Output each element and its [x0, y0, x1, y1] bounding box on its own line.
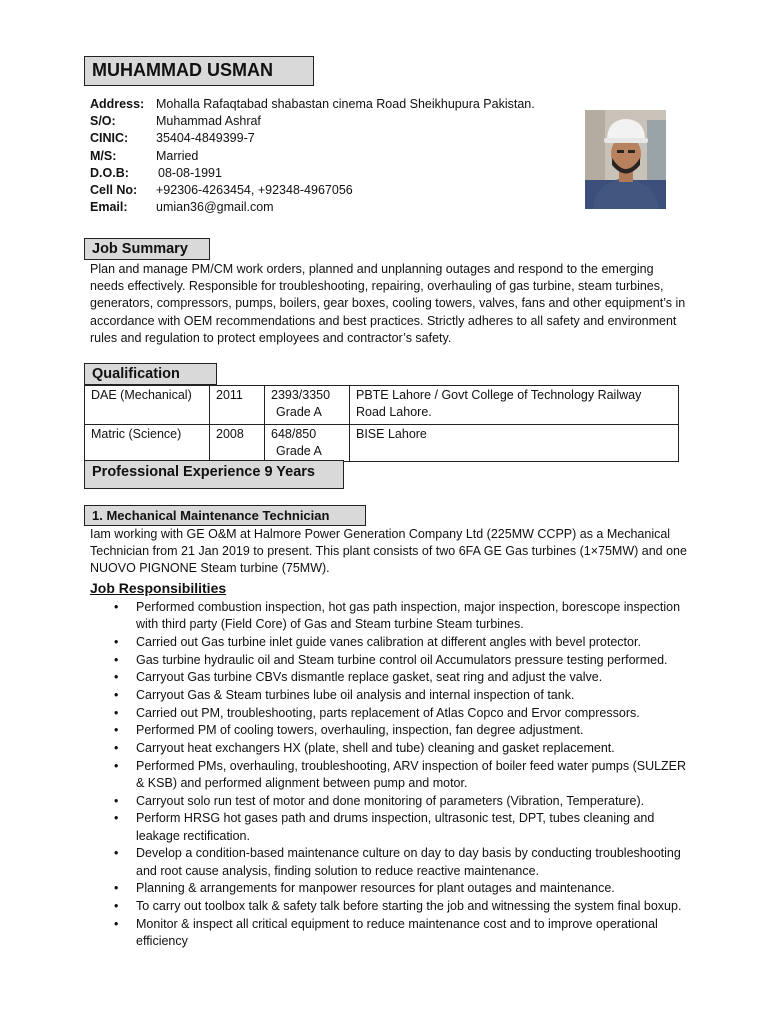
- list-item: • Carryout heat exchangers HX (plate, shell and tube) cleaning and gasket replacement.: [112, 740, 697, 757]
- degree-cell: DAE (Mechanical): [85, 386, 210, 425]
- list-item: • Monitor & inspect all critical equipment to reduce maintenance cost and to improve operational efficiency: [112, 916, 697, 950]
- info-value: Muhammad Ashraf: [156, 114, 261, 129]
- job-title-heading: 1. Mechanical Maintenance Technician: [84, 505, 366, 526]
- info-row-address: [90, 96, 535, 113]
- profile-photo: [585, 110, 666, 209]
- marks: 648/850: [271, 427, 317, 441]
- responsibilities-list: [112, 599, 697, 951]
- personal-info: [90, 96, 535, 216]
- table-row: [85, 386, 679, 425]
- list-item: • Perform HRSG hot gases path and drums inspection, ultrasonic test, DPT, tubes cleaning and leakage rectification.: [112, 810, 697, 844]
- job-summary-heading: Job Summary: [84, 238, 210, 260]
- info-row-email: [90, 199, 535, 216]
- info-label: D.O.B:: [90, 165, 129, 180]
- list-item: • Performed combustion inspection, hot gas path inspection, major inspection, borescope inspection with third party (Field Core) of Gas and Steam turbine Steam turbines.: [112, 599, 697, 633]
- institute-cell: PBTE Lahore / Govt College of Technology Railway Road Lahore.: [350, 386, 679, 425]
- info-value: Married: [156, 148, 199, 163]
- list-item: • Carryout Gas & Steam turbines lube oil analysis and internal inspection of tank.: [112, 687, 697, 704]
- job-summary-text: Plan and manage PM/CM work orders, planned and unplanning outages and respond to the emerging needs effectively. Responsible for troubleshooting, repairing, overhauling of gas turbine, steam turbines, generators, compressors, pumps, boilers, gear boxes, cooling towers, valves, fans and other equipment’s in accordance with OEM recommendations and best practices. Strictly adheres to all safety and environment rules and regulation to protect employees and contractor’s safety.: [90, 262, 686, 345]
- list-item: • Develop a condition-based maintenance culture on day to day basis by conducting troubleshooting and root cause analysis, finding solution to reduce reactive maintenance.: [112, 845, 697, 879]
- institute-cell: BISE Lahore: [350, 425, 679, 462]
- info-label: Cell No:: [90, 183, 138, 198]
- info-value: 08-08-1991: [158, 165, 222, 180]
- experience-heading: Professional Experience 9 Years: [84, 460, 344, 489]
- list-item: • Performed PMs, overhauling, troubleshooting, ARV inspection of boiler feed water pumps (SULZER & KSB) and performed alignment between pump and motor.: [112, 758, 697, 792]
- info-value: Mohalla Rafaqtabad shabastan cinema Road Sheikhupura Pakistan.: [156, 97, 535, 111]
- info-row-cell: [90, 182, 535, 199]
- info-value: 35404-4849399-7: [156, 131, 255, 146]
- info-row-marital: [90, 148, 535, 165]
- info-value: +92306-4263454, +92348-4967056: [156, 183, 353, 198]
- year-cell: 2011: [210, 386, 265, 425]
- info-row-cnic: [90, 130, 535, 147]
- grade: Grade A: [276, 405, 322, 419]
- list-item: • Carried out Gas turbine inlet guide vanes calibration at different angles with bevel protector.: [112, 634, 697, 651]
- list-item: • Carried out PM, troubleshooting, parts replacement of Atlas Copco and Ervor compressors.: [112, 705, 697, 722]
- year-cell: 2008: [210, 425, 265, 462]
- info-value: umian36@gmail.com: [156, 200, 274, 215]
- table-row: [85, 425, 679, 462]
- list-item: • Planning & arrangements for manpower resources for plant outages and maintenance.: [112, 880, 697, 897]
- info-label: M/S:: [90, 148, 117, 163]
- list-item: • Gas turbine hydraulic oil and Steam turbine control oil Accumulators pressure testing performed.: [112, 652, 697, 669]
- qualification-heading: Qualification: [84, 363, 217, 385]
- info-label: S/O:: [90, 114, 116, 129]
- list-item: • Performed PM of cooling towers, overhauling, inspection, fan degree adjustment.: [112, 722, 697, 739]
- info-row-dob: [90, 165, 535, 182]
- responsibilities-heading: Job Responsibilities: [90, 580, 227, 596]
- info-row-father: [90, 113, 535, 130]
- marks-cell: [265, 386, 350, 425]
- marks: 2393/3350: [271, 388, 331, 402]
- job-intro-text: Iam working with GE O&M at Halmore Power Generation Company Ltd (225MW CCPP) as a Mechanical Technician from 21 Jan 2019 to present. This plant consists of two 6FA GE Gas turbines (1×75MW) and one NUOVO PIGNONE Steam turbine (75MW).: [90, 527, 687, 576]
- list-item: • To carry out toolbox talk & safety talk before starting the job and witnessing the system final boxup.: [112, 898, 697, 915]
- degree-cell: Matric (Science): [85, 425, 210, 462]
- candidate-name: MUHAMMAD USMAN: [84, 56, 314, 86]
- list-item: • Carryout Gas turbine CBVs dismantle replace gasket, seat ring and adjust the valve.: [112, 669, 697, 686]
- info-label: Address:: [90, 97, 145, 111]
- qualification-table: [84, 385, 679, 462]
- grade: Grade A: [276, 444, 322, 458]
- info-label: CINIC:: [90, 131, 129, 146]
- info-label: Email:: [90, 200, 128, 215]
- list-item: • Carryout solo run test of motor and done monitoring of parameters (Vibration, Temperature).: [112, 793, 697, 810]
- marks-cell: [265, 425, 350, 462]
